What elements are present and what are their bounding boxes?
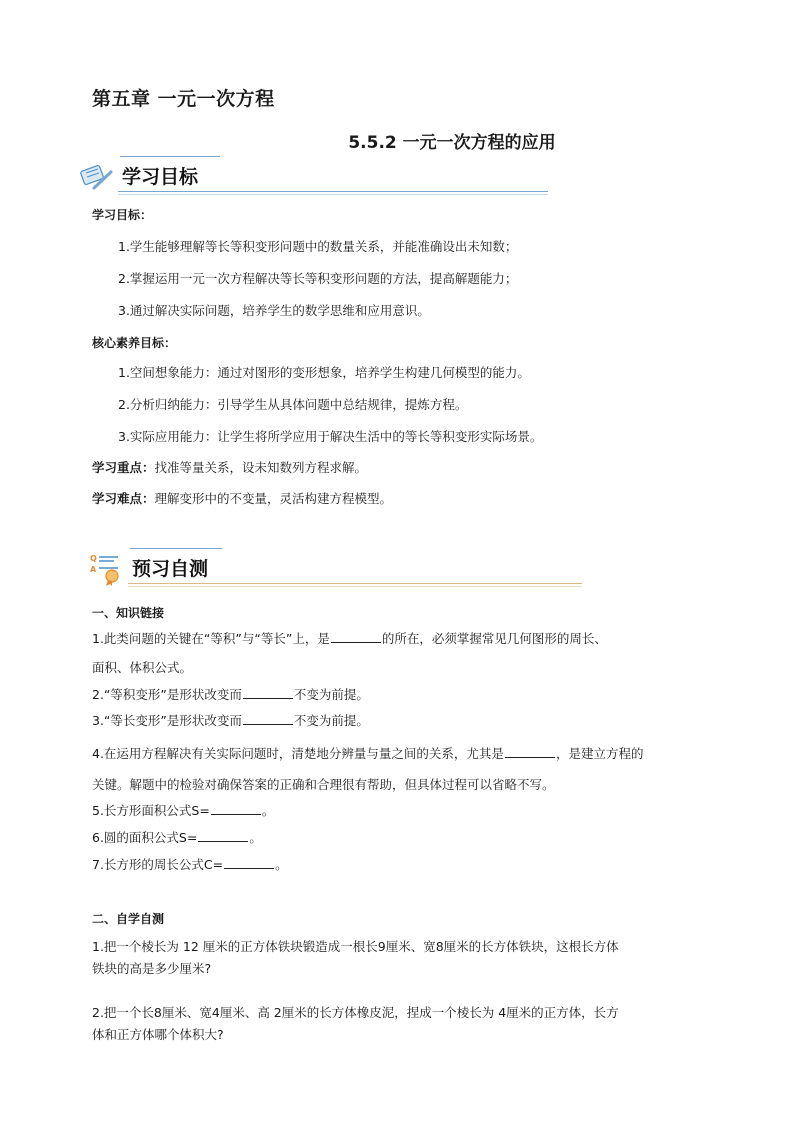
answer-blank[interactable] — [211, 802, 261, 815]
answer-blank[interactable] — [224, 856, 274, 869]
answer-blank[interactable] — [505, 745, 555, 758]
section-title: 5.5.2 一元一次方程的应用 — [348, 133, 556, 153]
question-text: 。 — [275, 857, 288, 872]
answer-blank[interactable] — [198, 829, 248, 842]
banner-learning-goals — [78, 156, 548, 196]
banner-label: 预习自测 — [132, 558, 209, 580]
core-heading: 核心素养目标： — [92, 336, 177, 350]
goal-item: 1.学生能够理解等长等积变形问题中的数量关系，并能准确设出未知数； — [118, 239, 518, 254]
pencil-notes-icon — [78, 158, 114, 194]
core-item: 3.实际应用能力：让学生将所学应用于解决生活中的等长等积变形实际场景。 — [118, 429, 543, 444]
goal-item: 2.掌握运用一元一次方程解决等长等积变形问题的方法，提高解题能力； — [118, 271, 518, 286]
self-test-2-cont: 体和正方体哪个体积大? — [92, 1027, 224, 1042]
question-text: 7.长方形的周长公式C= — [92, 857, 224, 872]
question-text: 不变为前提。 — [293, 713, 369, 728]
question-text: 1.此类问题的关键在“等积”与“等长”上，是 — [92, 631, 330, 646]
key-point — [92, 459, 367, 477]
self-test-1: 1.把一个棱长为 12 厘米的正方体铁块锻造成一根长9厘米、宽8厘米的长方体铁块，这根长方体 — [92, 939, 619, 954]
question-text: 6.圆的面积公式S= — [92, 830, 198, 845]
question-text: 。 — [261, 803, 275, 818]
question-4 — [92, 745, 643, 763]
banner-label: 学习目标 — [122, 166, 199, 188]
part1-heading: 一、知识链接 — [92, 606, 165, 620]
difficulty — [92, 490, 392, 508]
difficulty-text: 理解变形中的不变量，灵活构建方程模型。 — [154, 491, 393, 506]
question-1 — [92, 630, 607, 648]
core-item: 1.空间想象能力：通过对图形的变形想象，培养学生构建几何模型的能力。 — [118, 365, 530, 380]
core-item: 2.分析归纳能力：引导学生从具体问题中总结规律，提炼方程。 — [118, 397, 468, 412]
key-point-label: 学习重点： — [92, 460, 155, 475]
question-6 — [92, 829, 262, 847]
question-text: 的所在，必须掌握常见几何图形的周长、 — [381, 631, 607, 646]
question-text: 5.长方形面积公式S= — [92, 803, 210, 818]
question-text: 3.“等长变形”是形状改变而 — [92, 713, 242, 728]
svg-text:Q: Q — [90, 554, 97, 563]
banner-preview-test — [88, 548, 582, 588]
quiz-ribbon-icon — [88, 550, 124, 586]
answer-blank[interactable] — [243, 712, 293, 725]
question-text: ，是建立方程的 — [555, 746, 644, 761]
question-text: 不变为前提。 — [293, 687, 369, 702]
answer-blank[interactable] — [331, 630, 381, 643]
question-text: 4.在运用方程解决有关实际问题时，清楚地分辨量与量之间的关系，尤其是 — [92, 746, 504, 761]
question-4-cont: 关键。解题中的检验对确保答案的正确和合理很有帮助，但具体过程可以省略不写。 — [92, 777, 555, 792]
key-point-text: 找准等量关系，设未知数列方程求解。 — [154, 460, 368, 475]
goal-item: 3.通过解决实际问题，培养学生的数学思维和应用意识。 — [118, 303, 430, 318]
part2-heading: 二、自学自测 — [92, 912, 165, 926]
self-test-1-cont: 铁块的高是多少厘米? — [92, 961, 212, 976]
question-2 — [92, 686, 369, 704]
question-text: 2.“等积变形”是形状改变而 — [92, 687, 242, 702]
chapter-title: 第五章 一元一次方程 — [92, 88, 275, 110]
question-1-cont: 面积、体积公式。 — [92, 660, 193, 675]
question-7 — [92, 856, 288, 874]
goals-heading: 学习目标： — [92, 208, 153, 222]
answer-blank[interactable] — [243, 686, 293, 699]
self-test-2: 2.把一个长8厘米、宽4厘米、高 2厘米的长方体橡皮泥，捏成一个棱长为 4厘米的正方体，长方 — [92, 1005, 619, 1020]
svg-text:A: A — [90, 565, 97, 574]
difficulty-label: 学习难点： — [92, 491, 155, 506]
question-3 — [92, 712, 369, 730]
question-text: 。 — [249, 830, 262, 845]
question-5 — [92, 802, 274, 820]
